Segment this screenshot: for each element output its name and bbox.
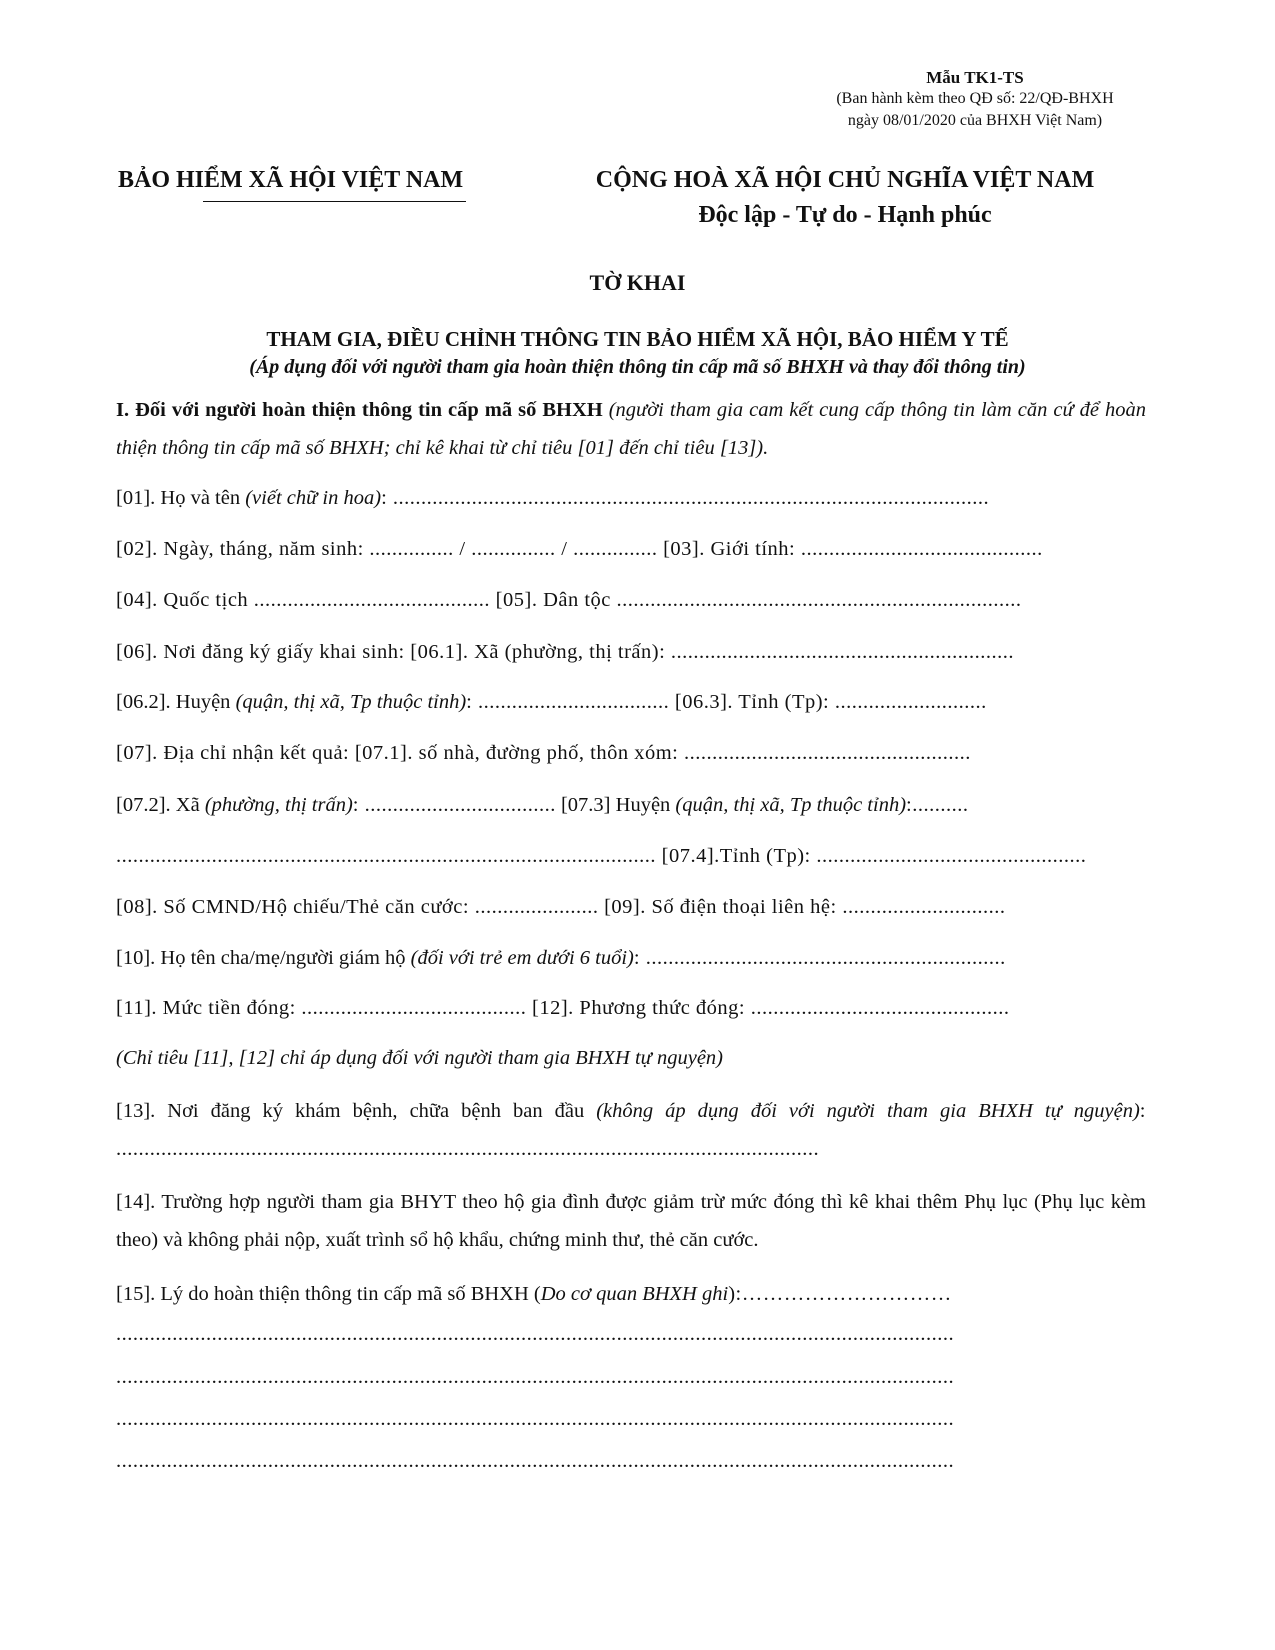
document-subject: THAM GIA, ĐIỀU CHỈNH THÔNG TIN BẢO HIỂM XÃ HỘI, BẢO HIỂM Y TẾ	[266, 327, 1009, 351]
field-13[interactable]	[116, 1092, 1146, 1168]
field-15-blank[interactable]: ):…………………………	[728, 1283, 952, 1305]
section-1-note: (người tham gia cam kết cung cấp thông tin làm căn cứ để hoàn thiện thông tin cấp mã số BHXH; chỉ kê khai từ chỉ tiêu [01] đến chỉ tiêu [13]).	[116, 399, 1146, 459]
form-reference	[800, 68, 1150, 132]
field-08-id-number[interactable]: [08]. Số CMND/Hộ chiếu/Thẻ căn cước: ......................	[116, 896, 599, 918]
field-07-4-province[interactable]: [07.4].Tỉnh (Tp): ................................................	[656, 845, 1087, 867]
field-15-label: [15]. Lý do hoàn thiện thông tin cấp mã số BHXH (	[116, 1283, 541, 1305]
field-15-line-4[interactable]: .....................................................................................................................................................	[116, 1450, 955, 1472]
field-01-hint: (viết chữ in hoa)	[245, 487, 382, 509]
field-14: [14]. Trường hợp người tham gia BHYT theo hộ gia đình được giảm trừ mức đóng thì kê khai thêm Phụ lục (Phụ lục kèm theo) và không phải nộp, xuất trình sổ hộ khẩu, chứng minh thư, thẻ căn cước.	[116, 1191, 1146, 1251]
field-06-2-hint: (quận, thị xã, Tp thuộc tỉnh)	[235, 691, 467, 713]
field-10[interactable]	[116, 947, 1146, 970]
field-01-label: [01]. Họ và tên	[116, 487, 246, 509]
field-07-2-label: [07.2]. Xã	[116, 794, 205, 816]
national-header	[560, 167, 1130, 229]
field-10-hint: (đối với trẻ em dưới 6 tuổi)	[410, 947, 634, 969]
field-01-blank[interactable]: : ..........................................................................................................	[381, 487, 990, 509]
field-06-3-province[interactable]: [06.3]. Tỉnh (Tp): ...........................	[669, 691, 987, 713]
field-06-2-label: [06.2]. Huyện	[116, 691, 236, 713]
form-code: Mẫu TK1-TS	[926, 68, 1024, 87]
field-15-hint: Do cơ quan BHXH ghi	[540, 1283, 729, 1305]
field-07-3-hint: (quận, thị xã, Tp thuộc tỉnh)	[675, 794, 907, 816]
field-04-nationality[interactable]: [04]. Quốc tịch ..........................................	[116, 589, 491, 611]
agency-name: BẢO HIỂM XÃ HỘI VIỆT NAM	[118, 167, 464, 193]
issued-line-2: ngày 08/01/2020 của BHXH Việt Nam)	[847, 112, 1103, 129]
field-11-12[interactable]	[116, 997, 1146, 1020]
field-08-09[interactable]	[116, 896, 1146, 919]
field-07-4[interactable]	[116, 845, 1146, 868]
field-07-3-continued-blank[interactable]: ................................................................................................	[116, 845, 656, 867]
field-13-blank[interactable]: : .............................................................................................................................	[116, 1100, 1146, 1160]
document-title: TỜ KHAI	[589, 270, 686, 295]
field-07[interactable]	[116, 742, 1146, 765]
field-11-contribution-amount[interactable]: [11]. Mức tiền đóng: ........................................	[116, 997, 527, 1019]
field-06-2-3[interactable]	[116, 691, 1146, 714]
field-04-05[interactable]	[116, 589, 1146, 612]
field-10-blank[interactable]: : ................................................................	[633, 947, 1006, 969]
section-1-intro	[116, 391, 1146, 467]
field-11-12-note: (Chỉ tiêu [11], [12] chỉ áp dụng đối với người tham gia BHXH tự nguyện)	[116, 1047, 723, 1069]
field-15-line-3[interactable]: .....................................................................................................................................................	[116, 1408, 955, 1430]
field-07-2-3[interactable]	[116, 794, 1146, 817]
field-03-gender[interactable]: [03]. Giới tính: ...........................................	[657, 538, 1043, 560]
field-15-line-2[interactable]: .....................................................................................................................................................	[116, 1366, 955, 1388]
field-15-line-1[interactable]: .....................................................................................................................................................	[116, 1323, 955, 1345]
document-scope: (Áp dụng đối với người tham gia hoàn thiện thông tin cấp mã số BHXH và thay đổi thông tin)	[249, 356, 1026, 378]
field-13-hint: (không áp dụng đối với người tham gia BHXH tự nguyện)	[596, 1100, 1140, 1122]
field-02-03[interactable]	[116, 538, 1146, 561]
field-05-ethnicity[interactable]: [05]. Dân tộc ........................................................................	[490, 589, 1022, 611]
field-01[interactable]	[116, 487, 1146, 510]
field-07-3-blank[interactable]: :..........	[906, 794, 969, 816]
field-13-label: [13]. Nơi đăng ký khám bệnh, chữa bệnh ban đầu	[116, 1100, 597, 1122]
motto: Độc lập - Tự do - Hạnh phúc	[698, 202, 992, 228]
field-07-2-blank[interactable]: : ..................................	[352, 794, 556, 816]
field-12-payment-method[interactable]: [12]. Phương thức đóng: ..............................................	[526, 997, 1010, 1019]
section-1-heading: I. Đối với người hoàn thiện thông tin cấp mã số BHXH	[116, 399, 603, 421]
field-09-phone[interactable]: [09]. Số điện thoại liên hệ: .............................	[598, 896, 1006, 918]
field-10-label: [10]. Họ tên cha/mẹ/người giám hộ	[116, 947, 411, 969]
field-07-2-hint: (phường, thị trấn)	[204, 794, 353, 816]
field-06-2-blank[interactable]: : ..................................	[466, 691, 670, 713]
agency-underline	[203, 201, 466, 202]
field-02-dob[interactable]: [02]. Ngày, tháng, năm sinh: ............... / ............... / ...............	[116, 538, 658, 560]
issued-line-1: (Ban hành kèm theo QĐ số: 22/QĐ-BHXH	[836, 90, 1114, 107]
nation-name: CỘNG HOÀ XÃ HỘI CHỦ NGHĨA VIỆT NAM	[595, 167, 1095, 193]
field-06[interactable]	[116, 641, 1146, 664]
field-06-birth-registration[interactable]: [06]. Nơi đăng ký giấy khai sinh: [06.1]. Xã (phường, thị trấn): .............................................................	[116, 641, 1015, 663]
field-07-address[interactable]: [07]. Địa chỉ nhận kết quả: [07.1]. số nhà, đường phố, thôn xóm: ...................................................	[116, 742, 971, 764]
field-07-3-label: [07.3] Huyện	[555, 794, 676, 816]
field-15[interactable]	[116, 1283, 1146, 1306]
